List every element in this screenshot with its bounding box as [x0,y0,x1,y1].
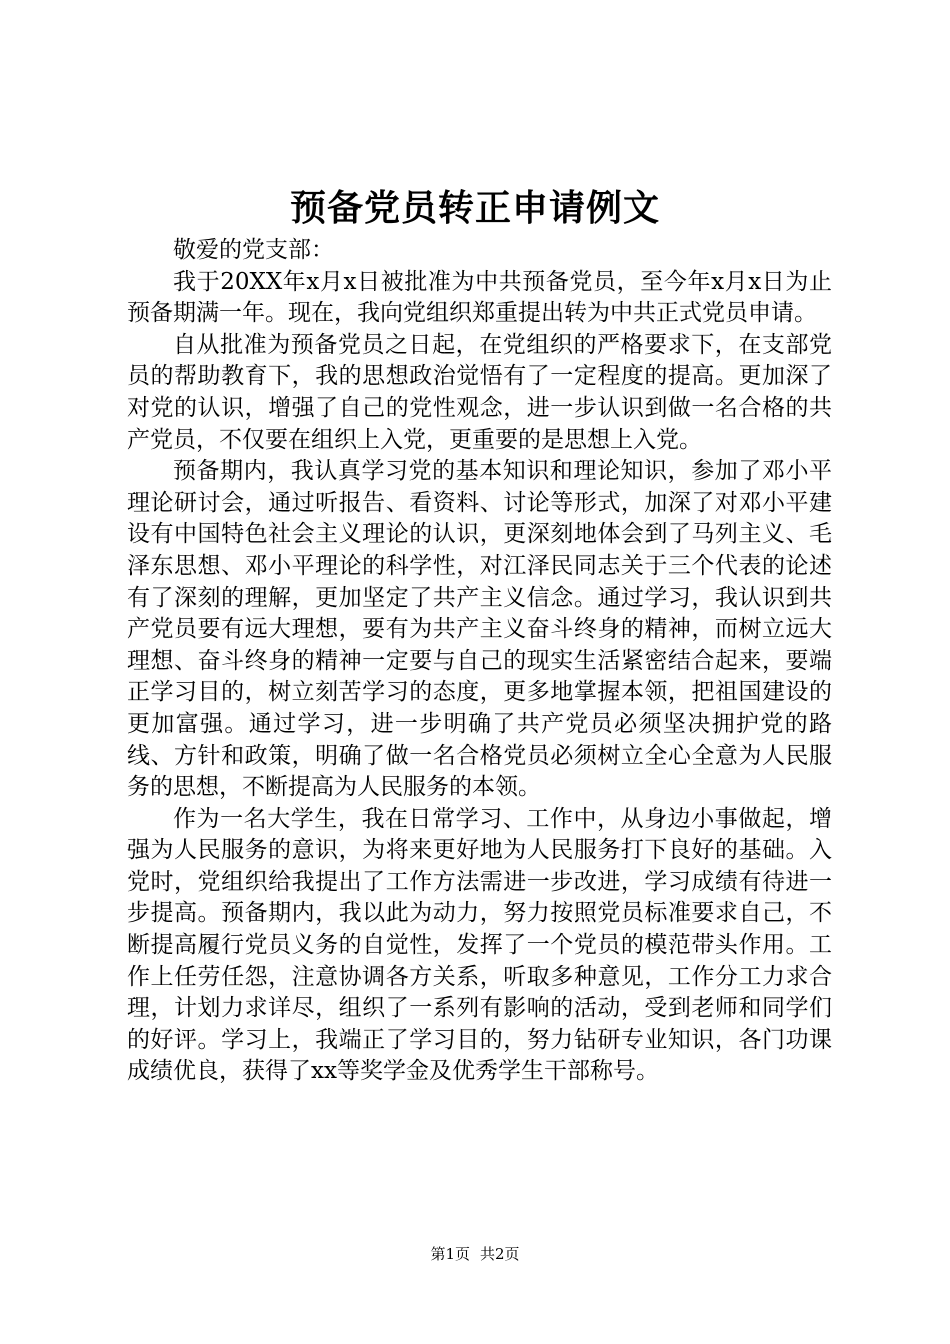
paragraph: 我于20XX年x月x日被批准为中共预备党员，至今年x月x日为止预备期满一年。现在，我向党组织郑重提出转为中共正式党员申请。 [127,268,832,327]
document-title: 预备党员转正申请例文 [289,187,660,229]
page-footer [0,1243,950,1265]
paragraph: 自从批准为预备党员之日起，在党组织的严格要求下，在支部党员的帮助教育下，我的思想政治觉悟有了一定程度的提高。更加深了对党的认识，增强了自己的党性观念，进一步认识到做一名合格的共产党员，不仅要在组织上入党，更重要的是思想上入党。 [127,331,832,453]
paragraph: 预备期内，我认真学习党的基本知识和理论知识，参加了邓小平理论研讨会，通过听报告、看资料、讨论等形式，加深了对邓小平建设有中国特色社会主义理论的认识，更深刻地体会到了马列主义、毛泽东思想、邓小平理论的科学性，对江泽民同志关于三个代表的论述有了深刻的理解，更加坚定了共产主义信念。通过学习，我认识到共产党员要有远大理想，要有为共产主义奋斗终身的精神，而树立远大理想、奋斗终身的精神一定要与自己的现实生活紧密结合起来，要端正学习目的，树立刻苦学习的态度，更多地掌握本领，把祖国建设的更加富强。通过学习，进一步明确了共产党员必须坚决拥护党的路线、方针和政策，明确了做一名合格党员必须树立全心全意为人民服务的思想，不断提高为人民服务的本领。 [127,458,832,801]
salutation: 敬爱的党支部： [173,237,334,263]
document-body [127,235,832,1088]
page-total: 共2页 [480,1245,520,1263]
page-number: 第1页 [430,1245,470,1263]
paragraph: 作为一名大学生，我在日常学习、工作中，从身边小事做起，增强为人民服务的意识，为将来更好地为人民服务打下良好的基础。入党时，党组织给我提出了工作方法需进一步改进，学习成绩有待进一步提高。预备期内，我以此为动力，努力按照党员标准要求自己，不断提高履行党员义务的自觉性，发挥了一个党员的模范带头作用。工作上任劳任怨，注意协调各方关系，听取多种意见，工作分工力求合理，计划力求详尽，组织了一系列有影响的活动，受到老师和同学们的好评。学习上，我端正了学习目的，努力钻研专业知识，各门功课成绩优良，获得了xx等奖学金及优秀学生干部称号。 [127,805,832,1085]
